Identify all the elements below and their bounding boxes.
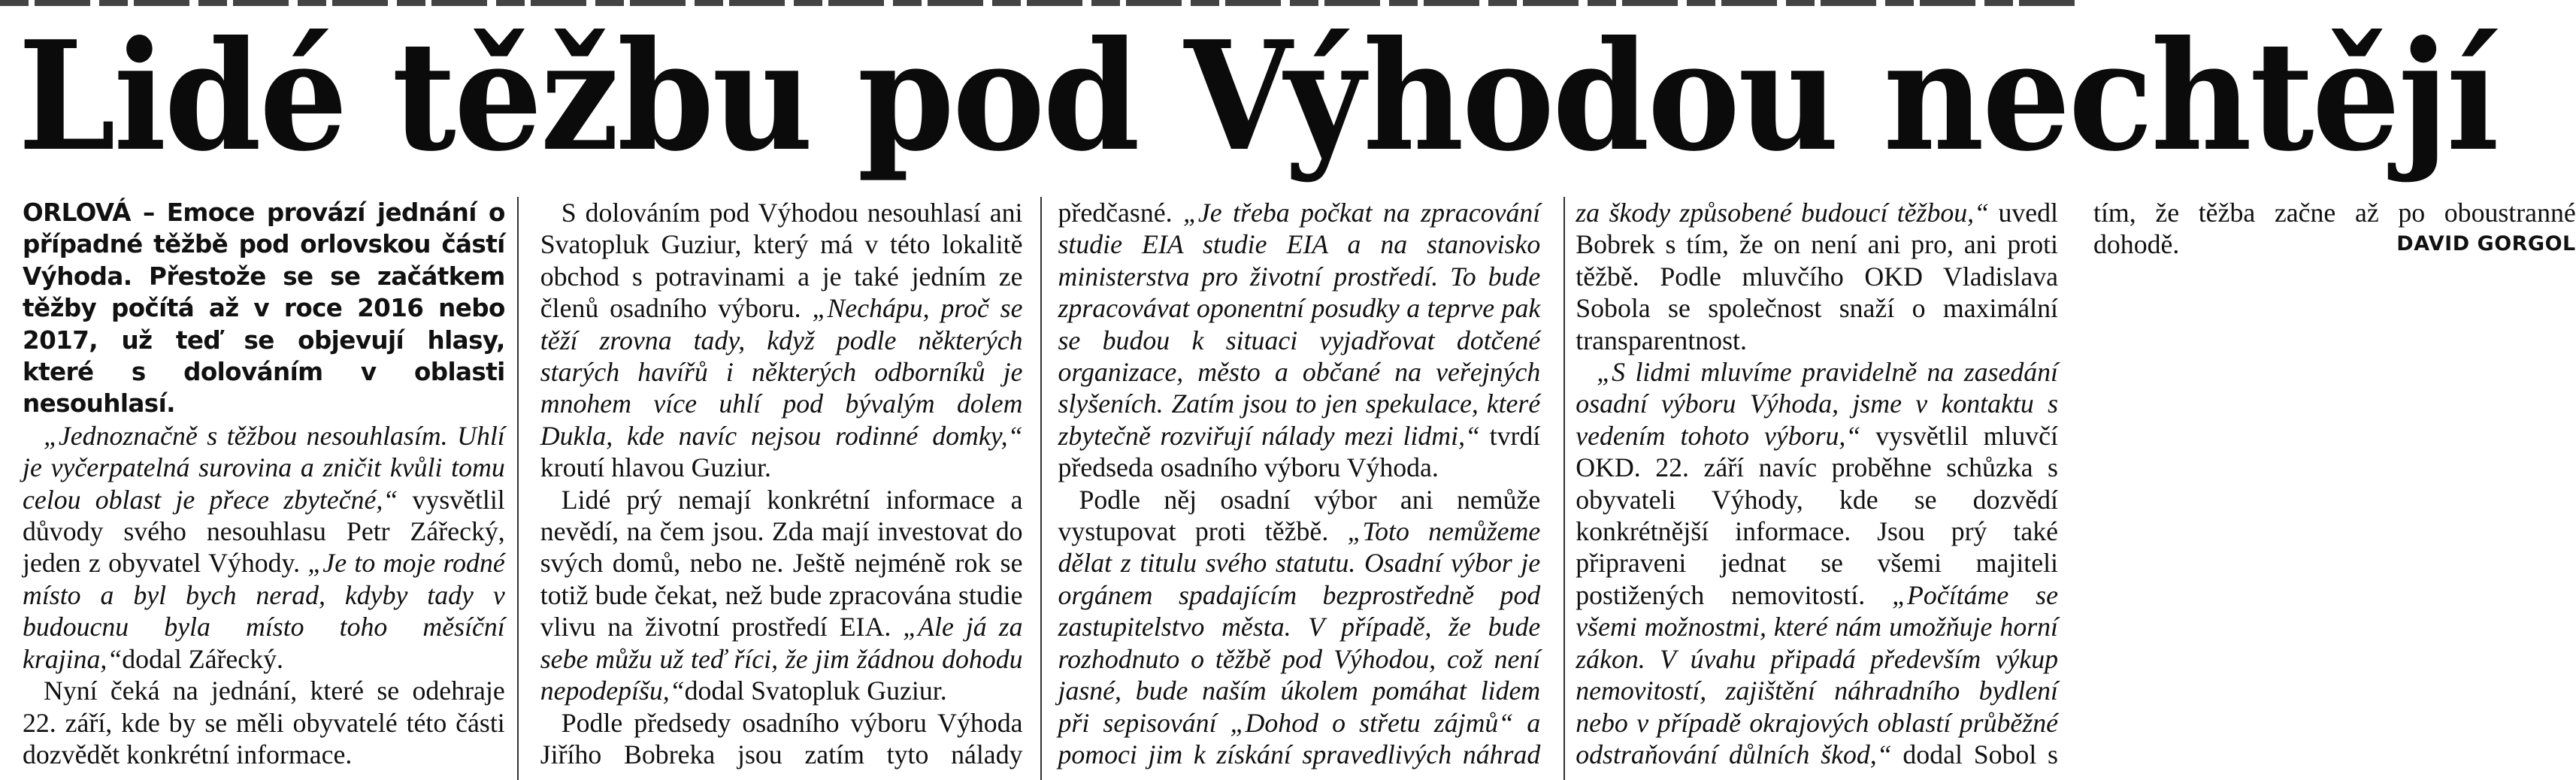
paragraph-5-text-2: tvrdí předseda osadního výboru Výhoda.: [1058, 420, 1541, 483]
paragraph-4-text: Lidé prý nemají konkrétní informace a nevědí, na čem jsou. Zda mají investovat do svých domů, nebo ne. Ještě nejméně rok se totiž bude čekat, než bude zpracována studie vlivu na životní prostředí EIA.: [540, 484, 1023, 642]
paragraph-3: [540, 197, 1023, 484]
quote-bobrek-1: „Je třeba počkat na zpracování studie EIA studie EIA a na stanovisko ministerstva pro životní prostředí. To bude zpracovávat oponentní posudky a teprve pak se budou k situaci vyjadřovat dotčené organizace, město a občané na veřejných slyšeních. Zatím jsou to jen spekulace, které zbytečně rozviřují nálady mezi lidmi,“: [1058, 198, 1541, 451]
paragraph-1: [23, 420, 505, 675]
article-body: [0, 197, 2576, 780]
quote-bobrek-2: „Toto nemůžeme dělat z titulu svého statutu. Osadní výbor je orgánem spadajícím bezprostředně pod zastupitelstvo města. V případě, že bude rozhodnuto o těžbě pod Výhodou, což není jasné, bude naším úkolem pomáhat lidem při sepisování „Dohod o střetu zájmů“ a pomoci jim k získání spravedlivých náhrad za škody způsobené budoucí těžbou,“: [1058, 198, 1990, 769]
paragraph-3-text: S dolováním pod Výhodou nesouhlasí ani Svatopluk Guziur, který má v této lokalitě obchod s potravinami a je také jedním ze členů osadního výboru.: [540, 198, 1023, 324]
paragraph-5-text: Podle předsedy osadního výboru Výhoda Jiřího Bobreka jsou zatím tyto nálady předčasné.: [540, 198, 1183, 769]
quote-guziur-1: „Nechápu, proč se těží zrovna tady, když podle některých starých havířů i některých odborníků je mnohem více uhlí pod bývalým dolem Dukla, kde navíc nejsou rodinné domky,“: [540, 293, 1023, 451]
quote-sobol: „Počítáme se všemi možnostmi, které nám umožňuje horní zákon. V úvahu připadá především výkup nemovitostí, zajištění náhradního bydlení nebo v případě okrajových oblastí průběžné odstraňování důlních škod,“: [1576, 579, 2059, 769]
paragraph-1-text: vysvětlil důvody svého nesouhlasu Petr Zářecký, jeden z obyvatel Výhody.: [23, 484, 505, 579]
paragraph-6-text: Podle něj osadní výbor ani nemůže vystupovat proti těžbě.: [1058, 484, 1541, 547]
paragraph-7-text: vysvětlil mluvčí OKD. 22. září navíc proběhne schůzka s obyvateli Výhody, kde se dozvědí konkrétnější informace. Jsou prý také připraveni jednat se všemi majiteli postižených nemovitostí.: [1576, 420, 2058, 610]
article-lead: ORLOVÁ – Emoce provází jednání o případné těžbě pod orlovskou částí Výhoda. Přestože se se začátkem těžby počítá až v roce 2016 nebo 2017, už teď se objevují hlasy, které s dolováním v oblasti nesouhlasí.: [23, 198, 505, 419]
article-headline: Lidé těžbu pod Výhodou nechtějí: [18, 8, 2498, 185]
quote-okd-1: „S lidmi mluvíme pravidelně na zasedání osadní výboru Výhoda, jsme v kontaktu s vedením tohoto výboru,“: [1576, 357, 2058, 451]
clipping-top-edge: [0, 0, 2079, 6]
quote-zarecky-1: „Jednoznačně s těžbou nesouhlasím. Uhlí je vyčerpatelná surovina a zničit kvůli tomu celou oblast je přece zbytečné,“: [23, 420, 505, 515]
quote-zarecky-2: „Je to moje rodné místo a byl bych nerad, kdyby tady v budoucnu byla místo toho měsíční krajina,“: [23, 548, 505, 674]
paragraph-4-text-2: dodal Svatopluk Guziur.: [684, 676, 947, 706]
article-flow: [23, 197, 2576, 780]
paragraph-6-text-2: uvedl Bobrek s tím, že on není ani pro, ani proti těžbě. Podle mluvčího OKD Vladislava Sobola se společnost snaží o maximální transparentnost.: [1576, 198, 2058, 355]
paragraph-2: Nyní čeká na jednání, které se odehraje 22. září, kde by se měli obyvatelé této části dozvědět konkrétní informace.: [23, 676, 505, 769]
paragraph-1-text-2: dodal Zářecký.: [122, 643, 283, 674]
paragraph-7-text-2: dodal Sobol s tím, že těžba začne až po oboustranné dohodě.: [1891, 198, 2576, 769]
article-byline: DAVID GORGOL: [2396, 232, 2576, 256]
paragraph-4: [540, 484, 1023, 707]
paragraph-3-text-2: kroutí hlavou Guziur.: [540, 452, 771, 483]
quote-guziur-2: „Ale já za sebe můžu už teď říci, že jim žádnou dohodu nepodepíšu,“: [540, 612, 1023, 706]
